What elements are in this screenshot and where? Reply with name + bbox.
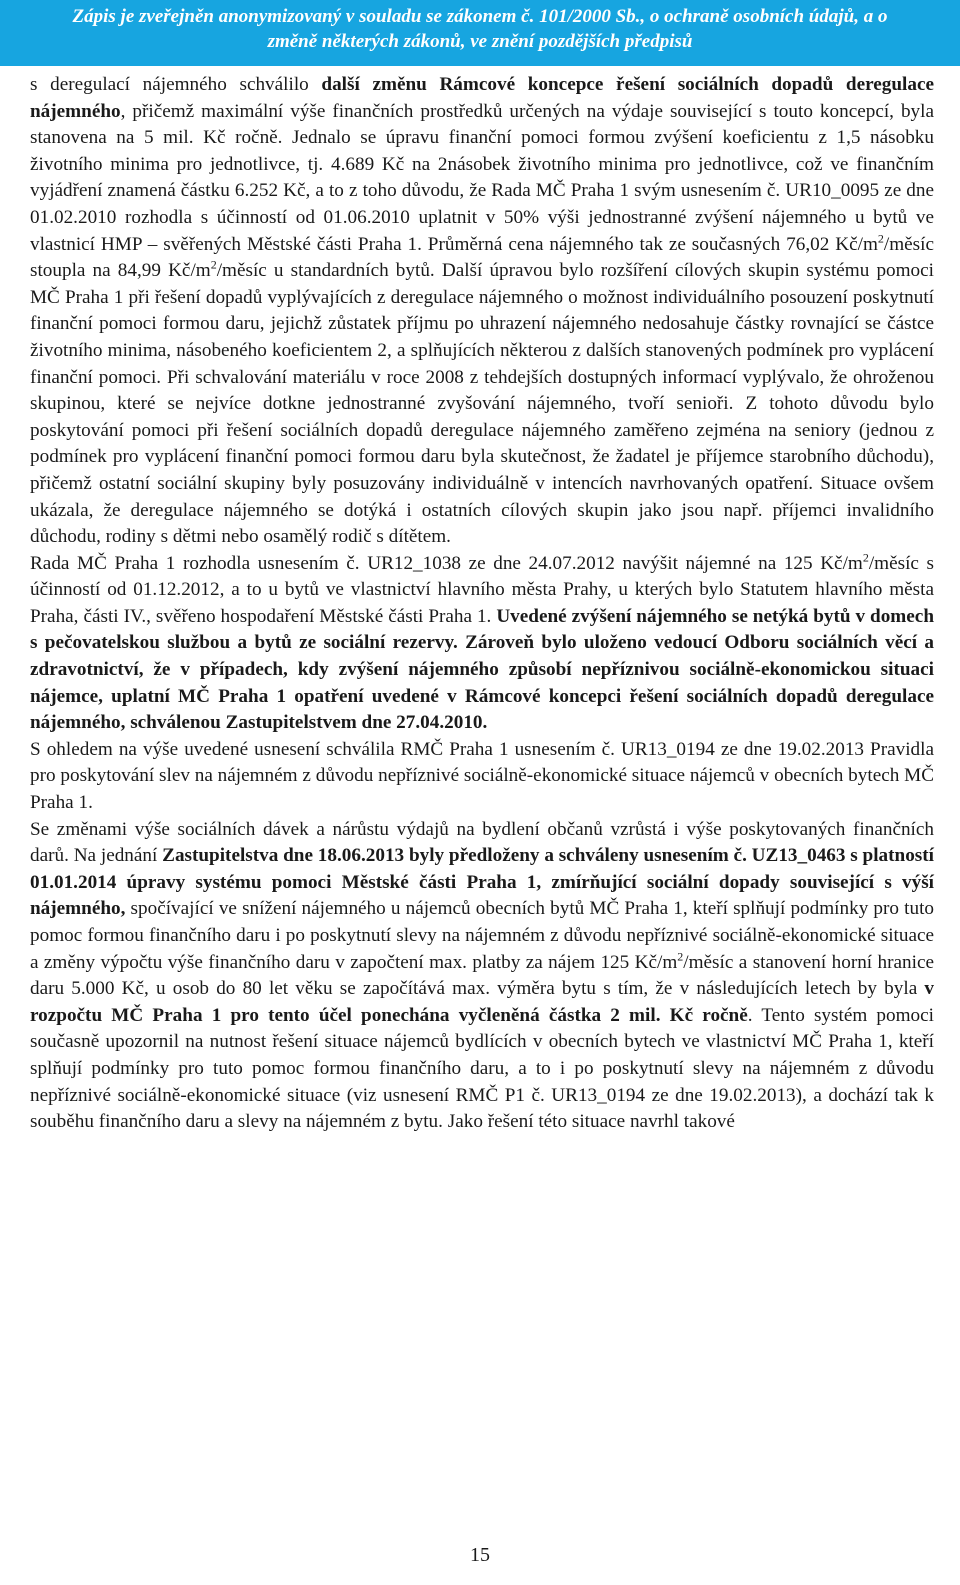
- paragraph-3: [30, 737, 934, 817]
- paragraph-1: [30, 72, 934, 551]
- p1-text-2: , přičemž maximální výše finančních prostředků určených na výdaje související s touto koncepcí, byla stanovena na 5 mil. Kč ročně. Jednalo se úpravu finanční pomoci formou zvýšení koeficientu z 1,5 násobku životního minima pro jednotlivce, tj. 4.689 Kč na 2násobek životního minima pro jednotlivce, což ve finančním vyjádření znamená částku 6.252 Kč, a to z toho důvodu, že Rada MČ Praha 1 svým usnesením č. UR10_0095 ze dne 01.02.2010 rozhodla s účinností od 01.06.2010 uplatnit v 50% výši jednostranné zvýšení nájemného u bytů ve vlastnicí HMP – svěřených Městské části Praha 1. Průměrná cena nájemného tak ze současných 76,02 Kč/m: [30, 100, 934, 255]
- banner-line-1: Zápis je zveřejněn anonymizovaný v souladu se zákonem č. 101/2000 Sb., o ochraně osobních údajů, a o: [72, 6, 888, 27]
- document-body: [30, 72, 934, 1136]
- banner-line-2: změně některých zákonů, ve znění pozdějších předpisů: [267, 31, 693, 52]
- p1-text-1: s deregulací nájemného schválilo: [30, 74, 322, 95]
- p1-text-3: /měsíc stoupla na 84,99 Kč/m: [30, 233, 934, 282]
- p4-text-1: Se změnami výše sociálních dávek a nárůstu výdajů na bydlení občanů vzrůstá i výše poskytovaných finančních darů. Na jednání: [30, 818, 934, 867]
- p2-text-1: Rada MČ Praha 1 rozhodla usnesením č. UR12_1038 ze dne 24.07.2012 navýšit nájemné na 125 Kč/m: [30, 552, 863, 574]
- p4-text-4: . Tento systém pomoci současně upozornil na nutnost řešení situace nájemců bydlících v obecních bytech ve vlastnictví MČ Praha 1, kteří splňují podmínky pro tuto pomoc formou finančního daru, a to i po poskytnutí slevy na nájemném z důvodu nepříznivé sociálně-ekonomické situace (viz usnesení RMČ P1 č. UR13_0194 ze dne 19.02.2013), a dochází tak k souběhu finančního daru a slevy na nájemném z bytu. Jako řešení této situace navrhl takové: [30, 1004, 934, 1133]
- p4-bold-2: v rozpočtu MČ Praha 1 pro tento účel ponechána vyčleněná částka 2 mil. Kč ročně: [30, 978, 934, 1026]
- paragraph-4: [30, 817, 934, 1136]
- paragraph-2: [30, 551, 934, 737]
- p1-superscript-1: 2: [877, 231, 884, 246]
- page-number: 15: [470, 1544, 490, 1566]
- p2-text-2: /měsíc s účinností od 01.12.2012, a to u bytů ve vlastnictví hlavního města Prahy, u kterých bylo Statutem hlavního města Praha, části IV., svěřeno hospodaření Městské části Praha 1.: [30, 552, 934, 627]
- p4-text-2: spočívající ve snížení nájemného u nájemců obecních bytů MČ Praha 1, kteří splňují podmínky pro tuto pomoc formou finančního daru i po poskytnutí slevy na nájemném z důvodu nepříznivé sociálně-ekonomické situace a změny výpočtu výše finančního daru v započtení max. platby za nájem 125 Kč/m: [30, 898, 934, 973]
- p4-superscript-1: 2: [677, 949, 684, 964]
- p3-text-1: S ohledem na výše uvedené usnesení schválila RMČ Praha 1 usnesením č. UR13_0194 ze dne 19.02.2013 Pravidla pro poskytování slev na nájemném z důvodu nepříznivé sociálně-ekonomické situace nájemců v obecních bytech MČ Praha 1.: [30, 738, 934, 814]
- p2-superscript-1: 2: [862, 550, 869, 565]
- p1-text-4: /měsíc u standardních bytů. Další úpravou bylo rozšíření cílových skupin systému pomoci MČ Praha 1 při řešení dopadů vyplývajících z deregulace nájemného o možnost individuálního posouzení poskytnutí finanční pomoci formou daru, jejichž zůstatek příjmu po uhrazení nájemného nedosahuje částky rovnající se částce životního minima, násobeného koeficientem 2, a splňujících některou z dalších stanovených podmínek pro vyplácení finanční pomoci. Při schvalování materiálu v roce 2008 z tehdejších dostupných informací vyplývalo, že ohroženou skupinou, které se nejvíce dotkne jednostranné zvyšování nájemného, tvoří senioři. Z tohoto důvodu bylo poskytování pomoci při řešení sociálních dopadů deregulace nájemného zaměřeno zejména na seniory (jednou z podmínek pro vyplácení finanční pomoci formou daru byla skutečnost, že žadatel je příjemce starobního důchodu), přičemž ostatní sociální skupiny byly posuzovány individuálně v intencích navrhovaných opatření. Situace ovšem ukázala, že deregulace nájemného se dotýká i ostatních cílových skupin jako jsou např. příjemci invalidního důchodu, rodiny s dětmi nebo osamělý rodič s dítětem.: [30, 260, 934, 548]
- p4-text-3: /měsíc a stanovení horní hranice daru 5.000 Kč, u osob do 80 let věku se započítává max. výměra bytu s tím, že v následujících letech by byla: [30, 951, 934, 1000]
- p1-superscript-2: 2: [210, 257, 217, 272]
- anonymization-notice-banner: [0, 0, 960, 66]
- p4-bold-1: Zastupitelstva dne 18.06.2013 byly předloženy a schváleny usnesením č. UZ13_0463 s platností 01.01.2014 úpravy systému pomoci Městské části Praha 1, zmírňující sociální dopady související s výší nájemného,: [30, 845, 934, 920]
- p2-bold-1: Uvedené zvýšení nájemného se netýká bytů v domech s pečovatelskou službou a bytů ze sociální rezervy. Zároveň bylo uloženo vedoucí Odboru sociálních věcí a zdravotnictví, že v případech, kdy zvýšení nájemného způsobí nepříznivou sociálně-ekonomickou situaci nájemce, uplatní MČ Praha 1 opatření uvedené v Rámcové koncepci řešení sociálních dopadů deregulace nájemného, schválenou Zastupitelstvem dne 27.04.2010.: [30, 605, 934, 734]
- p1-bold-1: další změnu Rámcové koncepce řešení sociálních dopadů deregulace nájemného: [30, 74, 934, 122]
